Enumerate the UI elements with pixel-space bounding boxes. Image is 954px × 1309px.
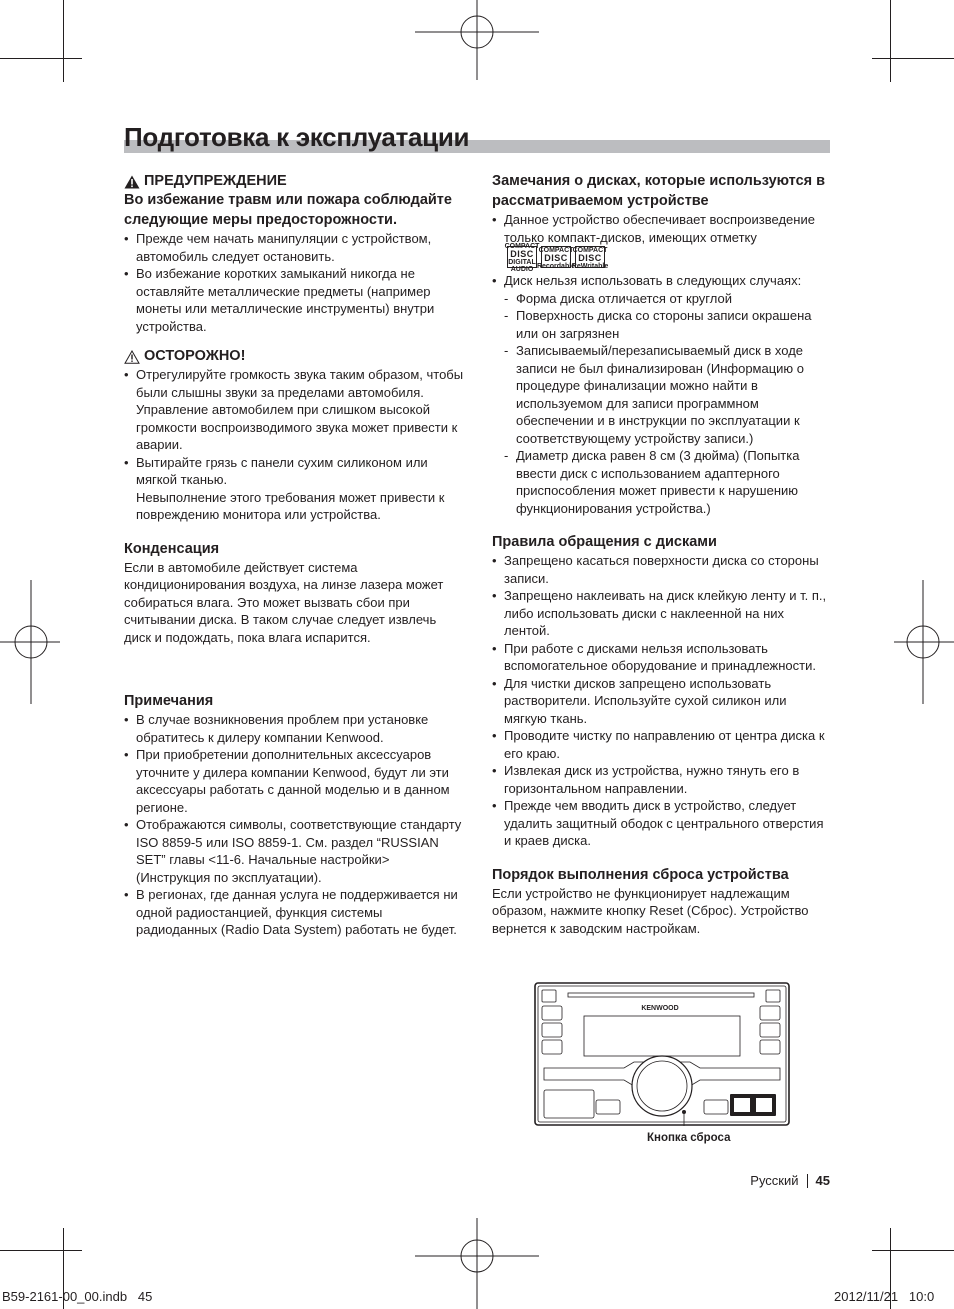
list-item: • Прежде чем начать манипуляции с устройством, автомобиль следует остановить. [124, 230, 464, 265]
compact-disc-recordable-logo-icon: COMPACT DISC Recordable [536, 246, 576, 270]
handling-list [492, 552, 828, 850]
compact-disc-rewritable-logo-icon: COMPACT DISC ReWritable [571, 246, 609, 270]
list-item: • Для чистки дисков запрещено использовать растворители. Используйте сухой силикон или мягкую ткань. [492, 675, 828, 728]
crop-mark [872, 58, 954, 59]
handling-heading: Правила обращения с дисками [492, 534, 717, 550]
reset-heading: Порядок выполнения сброса устройства [492, 866, 789, 883]
list-item: • Отрегулируйте громкость звука таким образом, чтобы были слышны звуки за пределами автомобиля. Управление автомобилем при слишком высокой громкости воспроизводимого звука может привести к аварии. [124, 366, 464, 454]
left-column [124, 172, 464, 939]
list-item: • В случае возникновения проблем при установке обратитесь к дилеру компании Kenwood. [124, 711, 464, 746]
warning-list [124, 230, 464, 335]
crop-mark [890, 0, 891, 82]
sublist-item: - Форма диска отличается от круглой [492, 290, 828, 308]
list-item: • При работе с дисками нельзя использовать вспомогательное оборудование и принадлежности. [492, 640, 828, 675]
list-item: • Запрещено наклеивать на диск клейкую ленту и т. п., либо использовать диски с наклеенной на них лентой. [492, 587, 828, 640]
crop-mark [0, 1250, 82, 1251]
caution-list [124, 366, 464, 524]
footer-divider [807, 1174, 808, 1188]
page-footer [750, 1173, 830, 1188]
notes-list [124, 711, 464, 939]
sublist-item: - Записываемый/перезаписываемый диск в ходе записи не был финализирован (Информацию о процедуре финализации можно найти в используемом для записи программном обеспечении и в инструкции по эксплуатации к соответствующему устройству записи.) [492, 342, 828, 447]
crop-mark [872, 1250, 954, 1251]
list-item: • Данное устройство обеспечивает воспроизведение только компакт-дисков, имеющих отметку COMPACT DISC DIGITAL AUDIO COMPACT DISC Recordable COMPACT DISC ReWritable [492, 211, 828, 268]
compact-disc-logo-icon: COMPACT DISC DIGITAL AUDIO [504, 243, 540, 273]
disc-notes-heading: Замечания о дисках, которые используются в рассматриваемом устройстве [492, 173, 826, 209]
condensation-heading: Конденсация [124, 540, 220, 557]
sublist-item: - Поверхность диска со стороны записи окрашена или он загрязнен [492, 307, 828, 342]
list-item: • Отображаются символы, соответствующие стандарту ISO 8859-5 или ISO 8859-1. См. раздел “RUSSIAN SET” главы <11-6. Начальные настройки> (Инструкция по эксплуатации). [124, 816, 464, 886]
list-item: • В регионах, где данная услуга не поддерживается ни одной радиостанцией, функция системы радиоданных (Radio Data System) работать не будет. [124, 886, 464, 939]
warning-subheading: Во избежание травм или пожара соблюдайте следующие меры предосторожности. [124, 192, 452, 228]
slug-datetime: 2012/11/21 10:0 [834, 1289, 935, 1304]
crop-mark [63, 0, 64, 82]
list-item: • Диск нельзя использовать в следующих случаях: - Форма диска отличается от круглой - Поверхность диска со стороны записи окрашена или он загрязнен - Записываемый/перезаписываемый диск в ходе записи не был финализирован (Информацию о процедуре финализации можно найти в используемом для записи программном обеспечении и в инструкции по эксплуатации к соответствующему устройству записи.) - Диаметр диска равен 8 см (3 дюйма) (Попытка ввести диск с использованием адаптерного приспособления может привести к нарушению функционирования устройства.) [492, 272, 828, 517]
sublist-item: - Диаметр диска равен 8 см (3 дюйма) (Попытка ввести диск с использованием адаптерного приспособления может привести к нарушению функционирования устройства.) [492, 447, 828, 517]
head-unit-illustration [534, 982, 790, 1126]
registration-mark-bottom [415, 1218, 539, 1309]
list-item: • Запрещено касаться поверхности диска со стороны записи. [492, 552, 828, 587]
reset-button-caption: Кнопка сброса [647, 1132, 731, 1144]
list-item: • Извлекая диск из устройства, нужно тянуть его в горизонтальном направлении. [492, 762, 828, 797]
condensation-text: Если в автомобиле действует система кондиционирования воздуха, на линзе лазера может собираться влага. Это может вызвать сбои при считывании диска. В таком случае следует извлечь диск и подождать, пока влага испарится. [124, 559, 444, 645]
disc-sublist [492, 290, 828, 518]
warning-icon [124, 175, 140, 189]
right-column [492, 172, 828, 937]
list-item: • При приобретении дополнительных аксессуаров уточните у дилера компании Kenwood, будут ли эти аксессуары работать с данной моделью и в данном регионе. [124, 746, 464, 816]
registration-mark-top [415, 0, 539, 80]
registration-mark-right [894, 580, 954, 704]
warning-heading: ПРЕДУПРЕЖДЕНИЕ [124, 172, 464, 191]
footer-language: Русский [750, 1173, 799, 1188]
crop-mark [0, 58, 82, 59]
caution-extra: Невыполнение этого требования может привести к повреждению монитора или устройства. [136, 489, 445, 522]
list-item: • Прежде чем вводить диск в устройство, следует удалить защитный ободок с центрального отверстия и краев диска. [492, 797, 828, 850]
disc-logos [504, 243, 609, 273]
page-title: Подготовка к эксплуатации [124, 122, 470, 152]
list-item: • Во избежание коротких замыканий никогда не оставляйте металлические предметы (например монеты или металлические инструменты) внутри устройства. [124, 265, 464, 335]
brand-label: KENWOOD [641, 1005, 679, 1012]
reset-text: Если устройство не функционирует надлежащим образом, нажмите кнопку Reset (Сброс). Устройство вернется к заводским настройкам. [492, 885, 809, 936]
list-item: • Вытирайте грязь с панели сухим силиконом или мягкой тканью. Невыполнение этого требования может привести к повреждению монитора или устройства. [124, 454, 464, 524]
slug-filename: B59-2161-00_00.indb 45 [2, 1289, 153, 1304]
list-item: • Проводите чистку по направлению от центра диска к его краю. [492, 727, 828, 762]
registration-mark-left [0, 580, 60, 704]
notes-heading: Примечания [124, 693, 214, 709]
page-number: 45 [815, 1173, 830, 1188]
disc-notes-list [492, 211, 828, 517]
caution-icon [124, 350, 140, 364]
caution-heading: ОСТОРОЖНО! [124, 347, 464, 366]
